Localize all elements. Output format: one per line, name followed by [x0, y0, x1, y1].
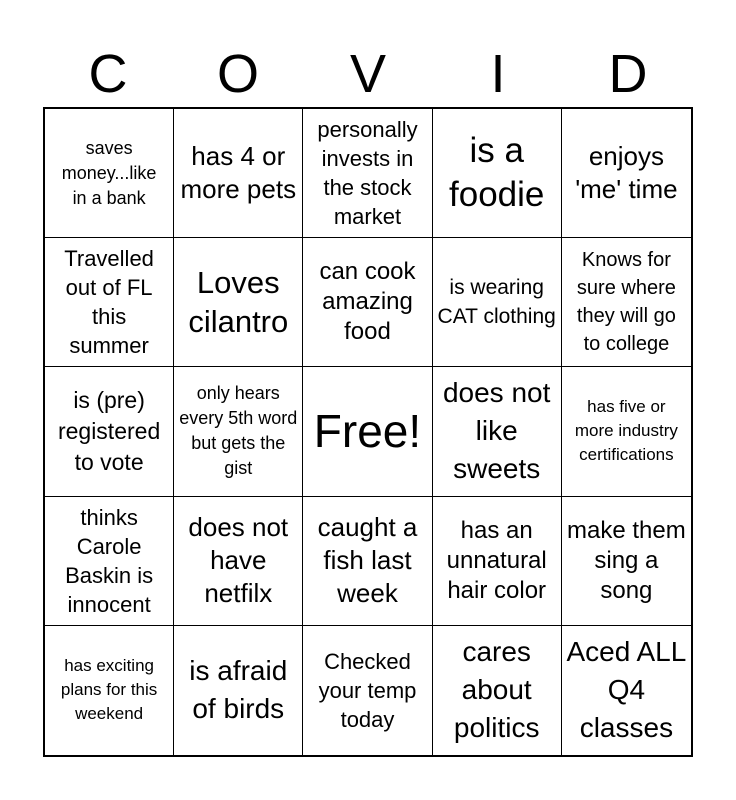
- bingo-cell-text: Checked your temp today: [318, 648, 417, 732]
- bingo-cell-text: has an unnatural hair color: [446, 516, 547, 604]
- bingo-cell-r2-c5[interactable]: [562, 238, 691, 367]
- bingo-cell-r5-c4[interactable]: [433, 626, 562, 755]
- bingo-cell-r1-c1[interactable]: [45, 109, 174, 238]
- bingo-cell-text: does not like sweets: [442, 377, 551, 485]
- title-letter-o: O: [216, 44, 259, 104]
- bingo-cell-r5-c3[interactable]: [303, 626, 432, 755]
- bingo-cell-text: is a foodie: [449, 131, 545, 215]
- bingo-cell-text: Loves cilantro: [188, 265, 289, 340]
- bingo-cell-text: is (pre) registered to vote: [57, 386, 161, 475]
- bingo-cell-text: is wearing CAT clothing: [437, 276, 556, 329]
- bingo-cell-r3-c3[interactable]: [303, 367, 432, 496]
- bingo-cell-text: saves money...like in a bank: [61, 137, 157, 208]
- bingo-cell-text: is afraid of birds: [189, 655, 288, 725]
- bingo-cell-text: Knows for sure where they will go to college: [576, 249, 676, 356]
- bingo-cell-text: personally invests in the stock market: [317, 117, 418, 230]
- bingo-cell-r3-c4[interactable]: [433, 367, 562, 496]
- bingo-cell-text: caught a fish last week: [317, 512, 418, 609]
- bingo-cell-r2-c1[interactable]: [45, 238, 174, 367]
- title-letter-v: V: [349, 44, 387, 104]
- bingo-cell-text: Travelled out of FL this summer: [64, 246, 154, 359]
- bingo-cell-r2-c4[interactable]: [433, 238, 562, 367]
- bingo-cell-r4-c3[interactable]: [303, 497, 432, 626]
- bingo-cell-r2-c2[interactable]: [174, 238, 303, 367]
- bingo-cell-text: cares about politics: [453, 636, 540, 744]
- title-letter-i: I: [490, 44, 506, 104]
- bingo-cell-text: thinks Carole Baskin is innocent: [65, 504, 154, 617]
- bingo-cell-text: Aced ALL Q4 classes: [566, 636, 687, 744]
- bingo-cell-r5-c5[interactable]: [562, 626, 691, 755]
- bingo-cell-r2-c3[interactable]: [303, 238, 432, 367]
- bingo-cell-r3-c1[interactable]: [45, 367, 174, 496]
- bingo-cell-r1-c5[interactable]: [562, 109, 691, 238]
- title-letter-d: D: [608, 44, 648, 104]
- bingo-cell-text: has five or more industry certifications: [574, 397, 678, 465]
- bingo-cell-r4-c2[interactable]: [174, 497, 303, 626]
- bingo-cell-r5-c1[interactable]: [45, 626, 174, 755]
- bingo-cell-text: can cook amazing food: [319, 258, 416, 346]
- bingo-cell-r1-c3[interactable]: [303, 109, 432, 238]
- bingo-cell-r4-c1[interactable]: [45, 497, 174, 626]
- bingo-cell-text: has exciting plans for this weekend: [60, 656, 158, 724]
- bingo-cell-text: make them sing a song: [567, 516, 686, 604]
- bingo-cell-r1-c2[interactable]: [174, 109, 303, 238]
- bingo-cell-r3-c2[interactable]: [174, 367, 303, 496]
- bingo-board: [43, 107, 693, 757]
- bingo-cell-r5-c2[interactable]: [174, 626, 303, 755]
- bingo-title: [43, 44, 693, 104]
- bingo-cell-text: has 4 or more pets: [180, 141, 297, 205]
- bingo-cell-r4-c4[interactable]: [433, 497, 562, 626]
- free-space: Free!: [313, 405, 422, 458]
- bingo-cell-r1-c4[interactable]: [433, 109, 562, 238]
- bingo-cell-text: only hears every 5th word but gets the gist: [179, 383, 298, 479]
- bingo-cell-r3-c5[interactable]: [562, 367, 691, 496]
- bingo-cell-r4-c5[interactable]: [562, 497, 691, 626]
- title-letter-c: C: [88, 44, 128, 104]
- bingo-cell-text: enjoys 'me' time: [575, 141, 678, 205]
- bingo-cell-text: does not have netfilx: [188, 512, 289, 609]
